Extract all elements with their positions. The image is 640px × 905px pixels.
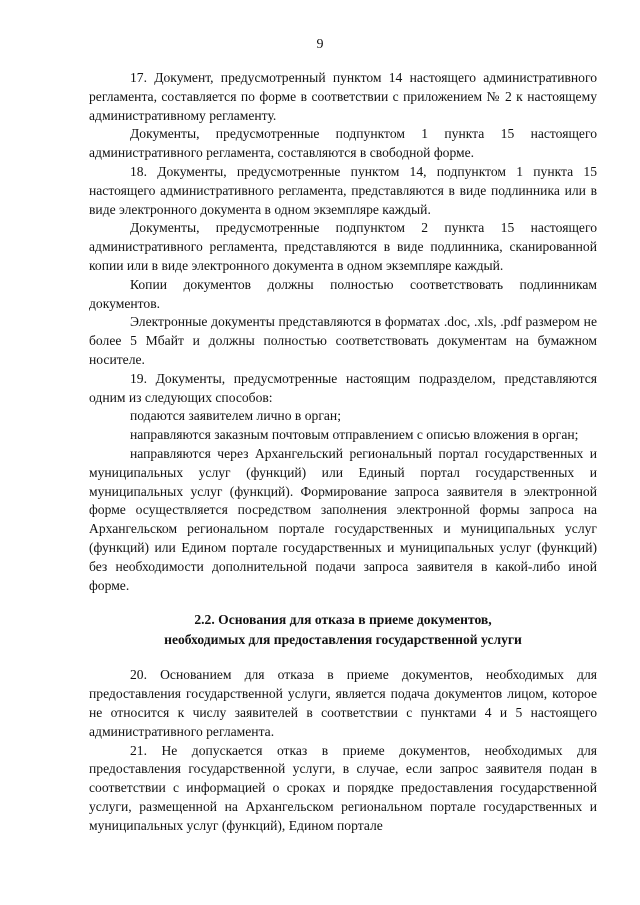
section-heading-line: необходимых для предоставления государственной услуги: [164, 632, 522, 648]
page-number: 9: [316, 37, 324, 52]
section-heading: [89, 610, 597, 650]
paragraph: Копии документов должны полностью соответствовать подлинникам документов.: [89, 276, 597, 311]
paragraph: 20. Основанием для отказа в приеме документов, необходимых для предоставления государственной услуги, является подача документов лицом, которое не относится к числу заявителей в соответствии с пунктами 4 и 5 настоящего административного регламента.: [89, 667, 597, 739]
section-heading-line: 2.2. Основания для отказа в приеме документов,: [194, 612, 492, 628]
paragraph: направляются через Архангельский региональный портал государственных и муниципальных услуг (функций) или Единый портал государственных и муниципальных услуг (функций). Формирование запроса заявителя в электронной форме осуществляется посредством заполнения электронной формы запроса на Архангельском региональном портале государственных и муниципальных услуг (функций) или Едином портале государственных и муниципальных услуг (функций) без необходимости дополнительной подачи запроса заявителя в какой-либо иной форме.: [89, 445, 597, 593]
paragraph: 17. Документ, предусмотренный пунктом 14 настоящего административного регламента, составляется по форме в соответствии с приложением № 2 к настоящему административному регламенту.: [89, 70, 597, 123]
paragraph: Документы, предусмотренные подпунктом 1 пункта 15 настоящего административного регламента, составляются в свободной форме.: [89, 126, 597, 161]
paragraph: 18. Документы, предусмотренные пунктом 14, подпунктом 1 пункта 15 настоящего административного регламента, представляются в виде подлинника или в виде электронного документа в одном экземпляре каждый.: [89, 163, 597, 217]
document-body: [89, 69, 597, 835]
paragraph: подаются заявителем лично в орган;: [130, 408, 341, 424]
paragraph: Документы, предусмотренные подпунктом 2 пункта 15 настоящего административного регламента, представляются в виде подлинника, сканированной копии или в виде электронного документа в одном экземпляре каждый.: [89, 220, 597, 273]
paragraph: 21. Не допускается отказ в приеме документов, необходимых для предоставления государственной услуги, в случае, если запрос заявителя подан в соответствии с информацией о сроках и порядке предоставления государственной услуги, размещенной на Архангельском региональном портале государственных и муниципальных услуг (функций), Едином портале: [89, 742, 597, 833]
paragraph: направляются заказным почтовым отправлением с описью вложения в орган;: [130, 427, 579, 443]
paragraph: 19. Документы, предусмотренные настоящим подразделом, представляются одним из следующих способов:: [89, 370, 597, 405]
paragraph: Электронные документы представляются в форматах .doc, .xls, .pdf размером не более 5 Мбайт и должны полностью соответствовать документам на бумажном носителе.: [89, 314, 597, 367]
